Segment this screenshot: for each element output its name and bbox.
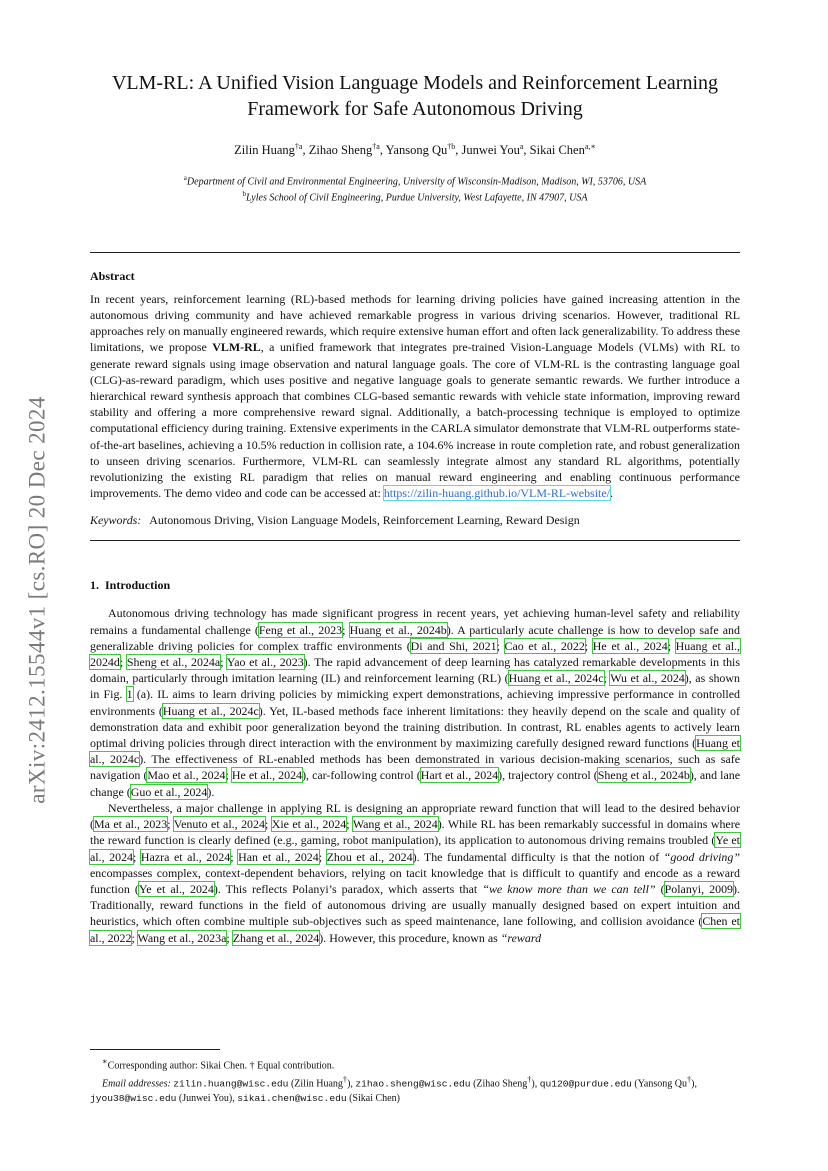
citation-link[interactable]: Yao et al., 2023 <box>226 655 304 670</box>
text-run: Nevertheless, a major challenge in applying RL is designing an appropriate reward function that will lead to the desired behavior ( <box>90 800 740 832</box>
footnote-corresponding <box>90 1055 740 1073</box>
text-run: ; <box>167 817 174 832</box>
author-name: Zilin Huang <box>234 143 295 158</box>
abstract-text <box>90 291 740 502</box>
email-address: sikai.chen@wisc.edu <box>237 1092 347 1104</box>
text-run: ). The effectiveness of RL-enabled methods has been demonstrated in various decision-making scenarios, such as safe navigation ( <box>90 752 741 783</box>
citation-link[interactable]: Venuto et al., 2024 <box>173 817 265 832</box>
citation-link[interactable]: Sheng et al., 2024a <box>126 655 221 670</box>
text-run: (Sikai Chen) <box>346 1092 400 1104</box>
italic-run: “reward <box>500 930 542 945</box>
title-line-1: VLM-RL: A Unified Vision Language Models and Reinforcement Learning <box>111 72 719 94</box>
footnotes <box>90 1049 740 1106</box>
author-name: Junwei You <box>461 143 520 158</box>
author-name: Zihao Sheng <box>308 143 373 158</box>
text-run: ; <box>226 930 233 945</box>
paper-title <box>90 70 740 122</box>
text-run: (Zihao Sheng <box>470 1078 528 1090</box>
author-name: Sikai Chen <box>529 143 585 158</box>
citation-link[interactable]: Zhang et al., 2024 <box>232 930 320 945</box>
citation-link[interactable]: Feng et al., 2023 <box>258 622 343 637</box>
citation-link[interactable]: Han et al., 2024 <box>238 849 319 864</box>
text-run: ). A particularly acute challenge is how to develop safe and generalizable driving policies for complex traffic environments ( <box>90 622 740 653</box>
citation-link[interactable]: Huang et al., 2024c <box>90 736 740 767</box>
abstract-heading: Abstract <box>90 268 135 283</box>
text-run: (Junwei You), <box>176 1092 238 1104</box>
text-run: ). Traditionally, reward functions in the field of autonomous driving are usually manually designed based on expert intuition and heuristics, which often combine multiple sub-objectives such as speed maintenance, lane following, and collision avoidance ( <box>90 881 740 929</box>
text-run: ; <box>225 768 232 783</box>
citation-link[interactable]: Huang et al., 2024c <box>508 671 604 686</box>
text-run: ; <box>131 930 138 945</box>
affiliation-text: Department of Civil and Environmental Engineering, University of Wisconsin-Madison, Madison, WI, 53706, USA <box>186 176 647 188</box>
author-affil-mark: a <box>519 142 524 151</box>
intro-paragraph-2 <box>90 800 740 946</box>
author-affil-mark: †b <box>447 142 456 151</box>
italic-run: Email addresses: <box>102 1078 171 1090</box>
affiliation-mark: b <box>242 190 247 199</box>
citation-link[interactable]: Guo et al., 2024 <box>130 784 208 799</box>
text-run: ; <box>346 817 353 832</box>
citation-link[interactable]: Wang et al., 2024 <box>352 817 438 832</box>
text-run: ; <box>584 638 593 653</box>
bottom-rule <box>90 540 740 541</box>
text-run: ; <box>318 849 327 864</box>
citation-link[interactable]: Zhou et al., 2024 <box>326 849 413 864</box>
paper-page <box>90 70 740 946</box>
author-affil-mark: †a <box>372 142 380 151</box>
text-run: ). However, this procedure, known as <box>319 930 501 945</box>
citation-link[interactable]: Wu et al., 2024 <box>610 671 685 686</box>
text-run: ; <box>230 849 239 864</box>
italic-run: “we know more than we can tell” <box>482 881 656 896</box>
citation-link[interactable]: Hart et al., 2024 <box>420 768 499 783</box>
text-run: ), <box>691 1078 697 1090</box>
citation-link[interactable]: Xie et al., 2024 <box>271 817 347 832</box>
text-run: (a). IL aims to learn driving policies by mimicking expert demonstrations, achieving impressive performance in controlled environments ( <box>90 687 740 718</box>
arxiv-identifier <box>16 350 60 850</box>
author-separator: , <box>379 143 386 158</box>
keywords-label: Keywords: <box>90 513 142 528</box>
text-run: ). The fundamental difficulty is that the notion of <box>412 849 664 864</box>
text-run: ), and lane change ( <box>90 768 741 799</box>
section-number: 1. <box>90 578 99 593</box>
text-run: ( <box>655 881 665 896</box>
author-separator: , <box>523 143 530 158</box>
author-affil-mark: a,∗ <box>584 142 596 151</box>
author-separator: , <box>302 143 309 158</box>
citation-link[interactable]: Wang et al., 2023a <box>137 930 227 945</box>
affiliation-line <box>90 172 740 188</box>
text-run: ; <box>119 655 127 670</box>
citation-link[interactable]: He et al., 2024 <box>231 768 303 783</box>
title-line-2: Framework for Safe Autonomous Driving <box>247 98 583 120</box>
abstract-part-2: , a unified framework that integrates pre-trained Vision-Language Models (VLMs) with RL to generate reward signals using image observation and natural language goals. The core of VLM-RL is the contrasting language goal (CLG)-as-reward paradigm, which uses positive and negative language goals to generate semantic rewards. We further introduce a hierarchical reward synthesis approach that combines CLG-based semantic rewards with vehicle state information, improving reward stability and offering a more comprehensive reward signal. Additionally, a batch-processing technique is employed to optimize computational efficiency during training. Extensive experiments in the CARLA simulator demonstrate that VLM-RL outperforms state-of-the-art baselines, achieving a 10.5% reduction in collision rate, a 104.6% increase in route completion rate, and robust generalization to unseen driving scenarios. Furthermore, VLM-RL can seamlessly integrate almost any standard RL algorithms, potentially revolutionizing the existing RL paradigm that relies on manual reward engineering and enabling continuous performance improvements. The demo video and code can be accessed at: <box>90 340 740 501</box>
abstract-part-1: In recent years, reinforcement learning (RL)-based methods for learning driving policies have gained increasing attention in the autonomous driving community and have achieved remarkable progress in various driving scenarios. However, traditional RL approaches rely on manually engineered rewards, which require extensive human effort and often lack generalizability. To address these limitations, we propose <box>90 291 740 355</box>
text-run: ). Yet, IL-based methods face inherent limitations: they heavily depend on the scale and quality of demonstration data and exhibit poor generalization beyond the training distribution. In contrast, RL enables agents to actively learn optimal driving policies through direct interaction with the environment by maximizing carefully designed reward functions ( <box>90 703 740 751</box>
citation-link[interactable]: He et al., 2024 <box>592 638 668 653</box>
affiliation-text: Lyles School of Civil Engineering, Purdue University, West Lafayette, IN 47907, USA <box>246 192 588 204</box>
text-run: Autonomous driving technology has made significant progress in recent years, yet achieving human-level safety and reliability remains a fundamental challenge ( <box>90 606 740 637</box>
author-name: Yansong Qu <box>385 143 448 158</box>
affiliation-line <box>90 188 740 204</box>
citation-link[interactable]: Sheng et al., 2024b <box>597 768 690 783</box>
text-run: ), trajectory control ( <box>498 768 598 783</box>
text-run: ). The rapid advancement of deep learning has catalyzed remarkable developments in this domain, particularly through imitation learning (IL) and reinforcement learning (RL) ( <box>90 655 740 686</box>
author-separator: , <box>455 143 462 158</box>
email-address: jyou38@wisc.edu <box>90 1092 177 1104</box>
citation-link[interactable]: Ye et al., 2024 <box>90 833 740 864</box>
text-run: ; <box>220 655 227 670</box>
text-run: encompasses complex, context-dependent behaviors, relying on tacit knowledge that is difficult to quantify and encode as a reward function ( <box>90 865 740 896</box>
affiliation-mark: a <box>183 174 187 183</box>
section-heading <box>90 578 740 593</box>
arxiv-identifier-text: arXiv:2412.15544v1 [cs.RO] 20 Dec 2024 <box>25 396 51 804</box>
email-address: qu120@purdue.edu <box>539 1078 632 1090</box>
affiliations <box>90 172 740 205</box>
citation-link[interactable]: Di and Shi, 2021 <box>410 638 497 653</box>
italic-run: “good driving” <box>663 849 740 864</box>
citation-link[interactable]: Polanyi, 2009 <box>664 881 734 896</box>
citation-link[interactable]: Mao et al., 2024 <box>147 768 226 783</box>
demo-link[interactable]: https://zilin-huang.github.io/VLM-RL-website/ <box>383 486 610 501</box>
text-run: ; <box>264 817 272 832</box>
text-run: (Yansong Qu <box>631 1078 687 1090</box>
citation-link[interactable]: Huang et al., 2024c <box>162 703 259 718</box>
abstract-part-3: . <box>609 486 613 501</box>
text-run: ), <box>347 1078 356 1090</box>
keywords-line <box>90 513 740 528</box>
text-run: ). While RL has been remarkably successful in domains where the reward function is clearly defined (e.g., gaming, robot manipulation), its application to autonomous driving remains troubled ( <box>90 817 740 848</box>
text-run: ), as shown in Fig. <box>90 671 740 702</box>
top-rule <box>90 252 740 253</box>
section-title: Introduction <box>105 578 171 593</box>
email-address: zihao.sheng@wisc.edu <box>355 1078 471 1090</box>
footnote-superscript: † <box>686 1075 692 1085</box>
email-address: zilin.huang@wisc.edu <box>173 1078 289 1090</box>
citation-link[interactable]: Chen et al., 2022 <box>90 914 740 945</box>
text-run: ; <box>133 849 141 864</box>
text-run: ; <box>667 638 676 653</box>
footnote-mark: ∗ <box>102 1057 108 1066</box>
text-run: ). <box>207 784 215 799</box>
author-list <box>90 142 740 158</box>
intro-paragraph-1 <box>90 605 740 799</box>
author-affil-mark: †a <box>294 142 303 151</box>
citation-link[interactable]: Huang et al., 2024b <box>349 622 447 637</box>
citation-link[interactable]: Cao et al., 2022 <box>504 638 585 653</box>
footnote-superscript: † <box>342 1075 348 1085</box>
abstract-bold-name: VLM-RL <box>212 340 261 355</box>
text-run: ; <box>342 622 350 637</box>
text-run: ). This reflects Polanyi’s paradox, which asserts that <box>213 881 483 896</box>
text-run: ; <box>603 671 611 686</box>
citation-link[interactable]: Ma et al., 2023 <box>93 817 168 832</box>
text-run: ; <box>496 638 505 653</box>
citation-link[interactable]: Ye et al., 2024 <box>138 881 214 896</box>
footnote-superscript: † <box>527 1075 532 1085</box>
text-run: ), car-following control ( <box>302 768 421 783</box>
footnote-rule <box>90 1049 220 1050</box>
text-run: (Zilin Huang <box>288 1078 343 1090</box>
footnote-emails <box>90 1073 740 1105</box>
citation-link[interactable]: 1 <box>126 687 133 702</box>
citation-link[interactable]: Huang et al., 2024d <box>90 638 740 670</box>
citation-link[interactable]: Hazra et al., 2024 <box>140 849 231 864</box>
keywords-text: Autonomous Driving, Vision Language Models, Reinforcement Learning, Reward Design <box>149 513 580 528</box>
footnote-corresponding-text: Corresponding author: Sikai Chen. † Equal contribution. <box>107 1060 335 1072</box>
text-run: ), <box>531 1078 540 1090</box>
